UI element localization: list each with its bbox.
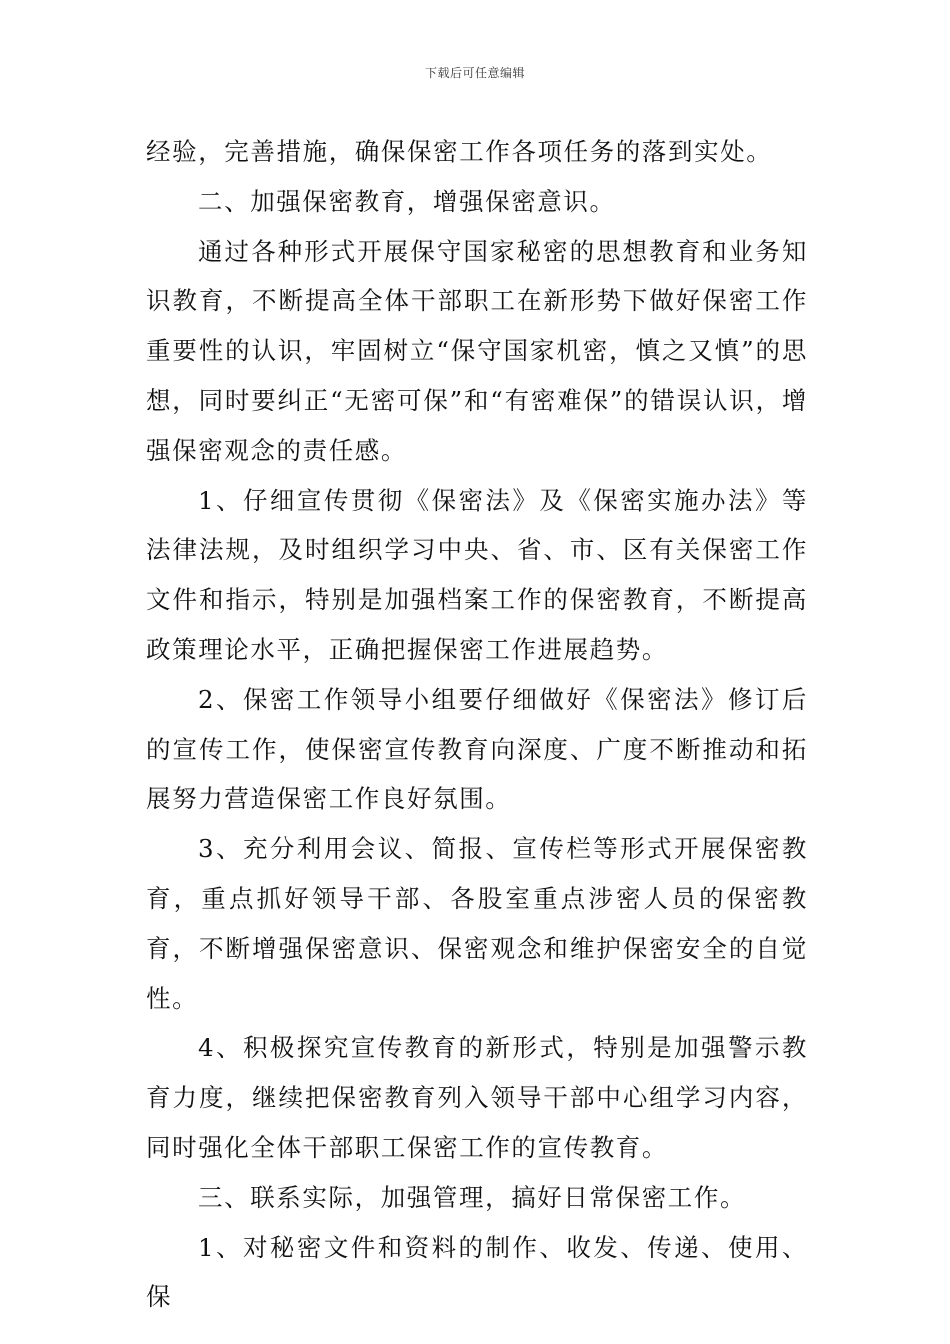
list-item-3-1: 1、对秘密文件和资料的制作、收发、传递、使用、保 [146,1232,808,1312]
page-header: 下载后可任意编辑 [424,66,525,80]
paragraph-continuation: 经验，完善措施，确保保密工作各项任务的落到实处。 [146,137,773,166]
document-body [146,127,808,1322]
section-heading-2: 二、加强保密教育，增强保密意识。 [198,186,616,216]
list-item-3: 3、充分利用会议、简报、宣传栏等形式开展保密教育，重点抓好领导干部、各股室重点涉密人员的保密教育，不断增强保密意识、保密观念和维护保密安全的自觉性。 [146,834,808,1013]
list-item-4: 4、积极探究宣传教育的新形式，特别是加强警示教育力度，继续把保密教育列入领导干部中心组学习内容，同时强化全体干部职工保密工作的宣传教育。 [146,1033,808,1162]
paragraph-intro: 通过各种形式开展保守国家秘密的思想教育和业务知识教育，不断提高全体干部职工在新形势下做好保密工作重要性的认识，牢固树立“保守国家机密，慎之又慎”的思想，同时要纠正“无密可保”和“有密难保”的错误认识，增强保密观念的责任感。 [146,236,808,465]
list-item-2: 2、保密工作领导小组要仔细做好《保密法》修订后的宣传工作，使保密宣传教育向深度、广度不断推动和拓展努力营造保密工作良好氛围。 [146,684,808,814]
section-heading-3: 三、联系实际，加强管理，搞好日常保密工作。 [198,1182,747,1212]
list-item-1: 1、仔细宣传贯彻《保密法》及《保密实施办法》等法律法规，及时组织学习中央、省、市、区有关保密工作文件和指示，特别是加强档案工作的保密教育，不断提高政策理论水平，正确把握保密工作进展趋势。 [146,485,808,664]
